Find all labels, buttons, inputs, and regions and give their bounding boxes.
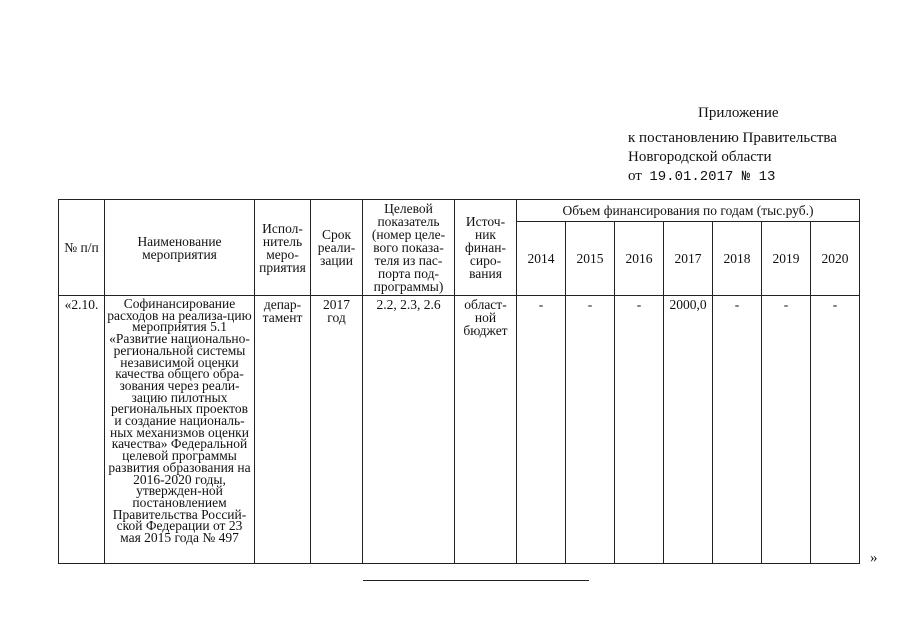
row-value-2015: - [566, 296, 615, 564]
financing-table [58, 199, 860, 564]
header-name: Наименование мероприятия [105, 200, 255, 296]
approval-date-value: 19.01.2017 № 13 [649, 169, 776, 185]
approval-date-prefix: от [628, 168, 642, 184]
approval-date-line [628, 167, 837, 187]
approval-block [628, 104, 837, 187]
approval-line-1: к постановлению Правительства [628, 130, 837, 146]
header-year: 2019 [762, 222, 811, 296]
header-year: 2015 [566, 222, 615, 296]
row-value-2018: - [713, 296, 762, 564]
row-value-2019: - [762, 296, 811, 564]
row-value-2017: 2000,0 [664, 296, 713, 564]
row-term: 2017 год [311, 296, 363, 564]
row-value-2014: - [517, 296, 566, 564]
closing-quote: » [870, 550, 878, 566]
header-year: 2020 [811, 222, 860, 296]
header-source: Источ-ник финан-сиро-вания [455, 200, 517, 296]
header-year: 2017 [664, 222, 713, 296]
header-year: 2014 [517, 222, 566, 296]
row-value-2016: - [615, 296, 664, 564]
header-executor: Испол-нитель меро-приятия [255, 200, 311, 296]
row-target: 2.2, 2.3, 2.6 [363, 296, 455, 564]
row-source: област-ной бюджет [455, 296, 517, 564]
approval-title: Приложение [698, 105, 779, 121]
row-num: «2.10. [59, 296, 105, 564]
header-year: 2018 [713, 222, 762, 296]
header-year: 2016 [615, 222, 664, 296]
bottom-divider [363, 580, 589, 581]
header-term: Срок реали-зации [311, 200, 363, 296]
header-volume: Объем финансирования по годам (тыс.руб.) [517, 200, 860, 222]
row-value-2020: - [811, 296, 860, 564]
row-name: Софинансирование расходов на реализа-цию мероприятия 5.1 «Развитие национально-региональной системы независимой оценки качества общего обра-зования через реали-зацию пилотных региональных проектов и создание националь-ных механизмов оценки качества» Федеральной целевой программы развития образования на 2016-2020 годы, утвержден-ной постановлением Правительства Россий-ской Федерации от 23 мая 2015 года № 497 [105, 296, 255, 564]
header-target: Целевой показатель (номер целе-вого показа-теля из пас-порта под-программы) [363, 200, 455, 296]
approval-line-2: Новгородской области [628, 149, 772, 165]
header-num: № п/п [59, 200, 105, 296]
table-row [59, 296, 860, 564]
row-executor: депар-тамент [255, 296, 311, 564]
